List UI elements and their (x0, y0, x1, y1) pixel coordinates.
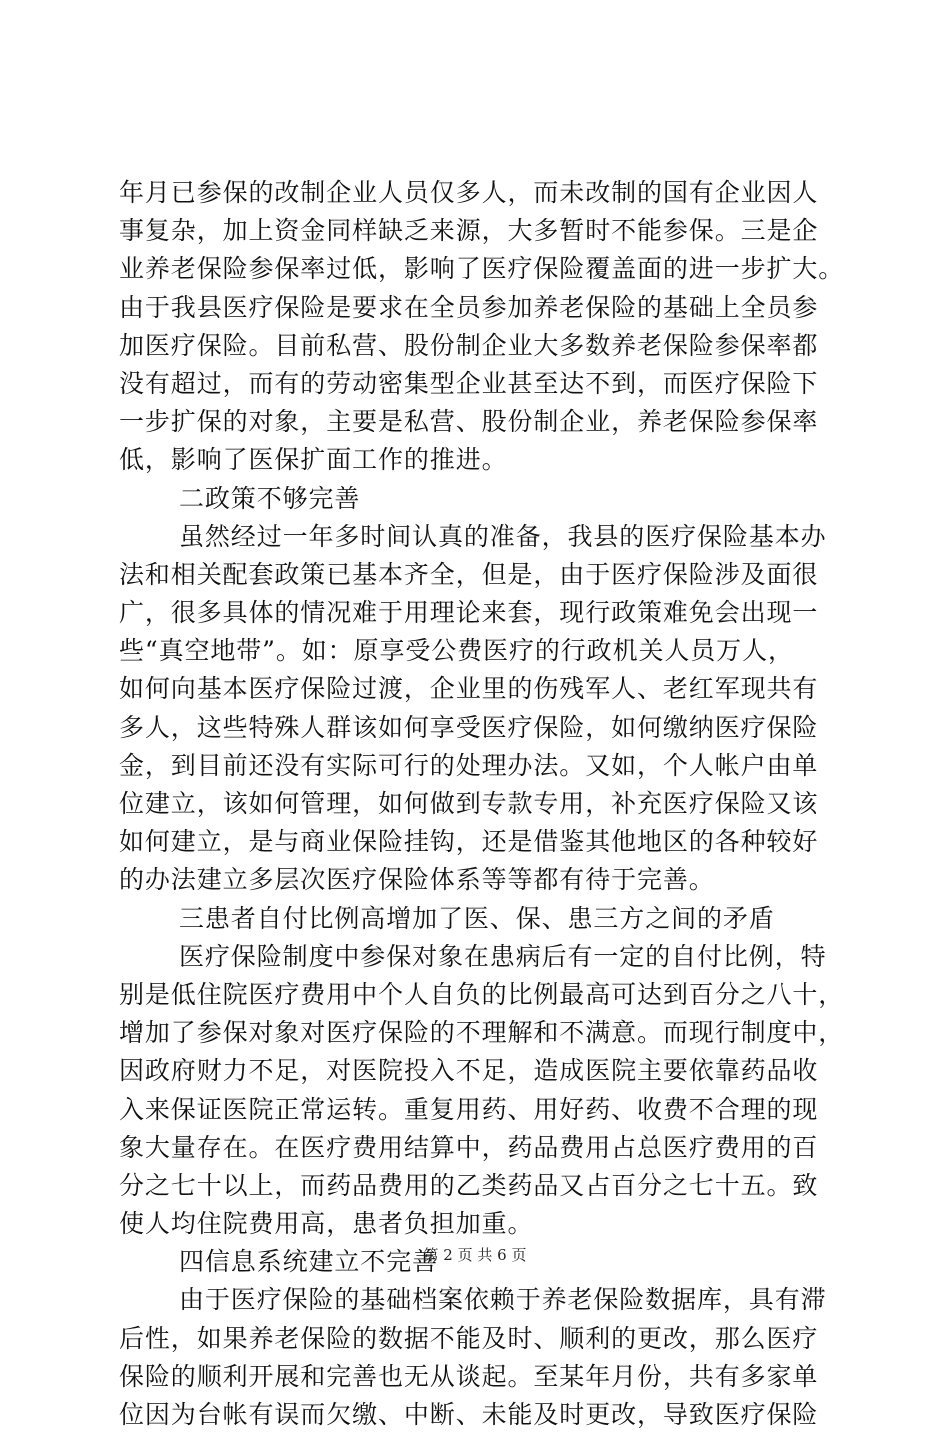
text-line: 由于医疗保险的基础档案依赖于养老保险数据库，具有滞 (179, 1285, 827, 1315)
text-line: 低，影响了医保扩面工作的推进。 (119, 445, 508, 475)
text-line: 医疗保险制度中参保对象在患病后有一定的自付比例，特 (179, 941, 827, 971)
text-line: 年月已参保的改制企业人员仅多人，而未改制的国有企业因人 (119, 178, 819, 207)
text-line: 的办法建立多层次医疗保险体系等等都有待于完善。 (119, 865, 715, 895)
text-line: 些“真空地带”。如：原享受公费医疗的行政机关人员万人， (119, 636, 794, 666)
text-line: 四信息系统建立不完善 (179, 1247, 439, 1277)
text-line: 金，到目前还没有实际可行的处理办法。又如，个人帐户由单 (119, 750, 819, 780)
text-line: 二政策不够完善 (179, 483, 361, 513)
text-line: 入来保证医院正常运转。重复用药、用好药、收费不合理的现 (119, 1094, 819, 1124)
text-line: 事复杂，加上资金同样缺乏来源，大多暂时不能参保。三是企 (119, 216, 819, 246)
text-line: 位因为台帐有误而欠缴、中断、未能及时更改，导致医疗保险 (119, 1400, 819, 1429)
text-line: 三患者自付比例高增加了医、保、患三方之间的矛盾 (179, 903, 775, 933)
text-line: 加医疗保险。目前私营、股份制企业大多数养老保险参保率都 (119, 330, 819, 360)
text-line: 别是低住院医疗费用中个人自负的比例最高可达到百分之八十， (119, 979, 845, 1009)
text-line: 法和相关配套政策已基本齐全，但是，由于医疗保险涉及面很 (119, 559, 819, 589)
text-line: 业养老保险参保率过低，影响了医疗保险覆盖面的进一步扩大。 (119, 254, 845, 284)
text-line: 没有超过，而有的劳动密集型企业甚至达不到，而医疗保险下 (119, 368, 819, 398)
text-line: 象大量存在。在医疗费用结算中，药品费用占总医疗费用的百 (119, 1132, 819, 1162)
text-line: 后性，如果养老保险的数据不能及时、顺利的更改，那么医疗 (119, 1323, 819, 1353)
text-line: 如何向基本医疗保险过渡，企业里的伤残军人、老红军现共有 (119, 674, 819, 704)
text-line: 分之七十以上，而药品费用的乙类药品又占百分之七十五。致 (119, 1170, 819, 1200)
text-line: 由于我县医疗保险是要求在全员参加养老保险的基础上全员参 (119, 292, 819, 322)
text-line: 一步扩保的对象，主要是私营、股份制企业，养老保险参保率 (119, 407, 819, 437)
text-line: 如何建立，是与商业保险挂钩，还是借鉴其他地区的各种较好 (119, 827, 819, 857)
text-line: 保险的顺利开展和完善也无从谈起。至某年月份，共有多家单 (119, 1361, 819, 1391)
text-line: 增加了参保对象对医疗保险的不理解和不满意。而现行制度中， (119, 1018, 845, 1048)
text-line: 使人均住院费用高，患者负担加重。 (119, 1209, 534, 1239)
text-line: 虽然经过一年多时间认真的准备，我县的医疗保险基本办 (179, 521, 827, 551)
text-line: 因政府财力不足，对医院投入不足，造成医院主要依靠药品收 (119, 1056, 819, 1086)
text-line: 位建立，该如何管理，如何做到专款专用，补充医疗保险又该 (119, 789, 819, 818)
text-line: 广，很多具体的情况难于用理论来套，现行政策难免会出现一 (119, 598, 819, 628)
page-footer: 第 2 页 共 6 页 (423, 1246, 527, 1264)
text-line: 多人，这些特殊人群该如何享受医疗保险，如何缴纳医疗保险 (119, 712, 819, 742)
